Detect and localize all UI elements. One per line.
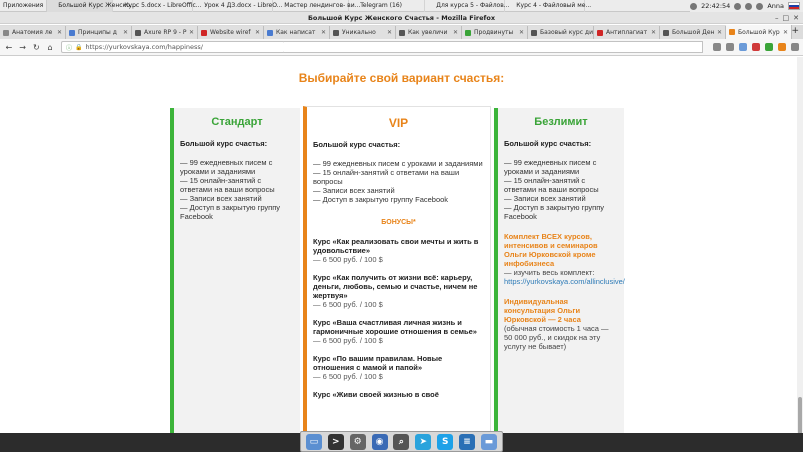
plan-title: VIP — [388, 116, 409, 130]
bundle-link[interactable]: https://yurkovskaya.com/allinclusive/ — [504, 277, 625, 286]
scrollbar-thumb[interactable] — [798, 397, 802, 437]
browser-tab[interactable] — [660, 26, 726, 39]
toolbar-icons — [713, 43, 799, 51]
tab-label: Уникально — [342, 29, 376, 36]
page-content — [0, 57, 803, 433]
plan-card-vip — [303, 106, 491, 446]
minimize-icon[interactable]: – — [775, 14, 779, 22]
browser-icon[interactable]: ◉ — [372, 434, 388, 450]
menu-icon[interactable] — [791, 43, 799, 51]
close-tab-icon[interactable]: ✕ — [518, 29, 524, 36]
pinterest-icon[interactable] — [752, 43, 760, 51]
tab-label: Базовый курс ди — [540, 29, 593, 36]
tab-label: Антиплагиат — [606, 29, 648, 36]
feature-item: — Записи всех занятий — [504, 194, 586, 203]
bonus-title: Курс «Живи своей жизнью в своё — [313, 390, 439, 399]
tab-strip — [0, 25, 803, 39]
home-icon[interactable]: ⌂ — [47, 42, 53, 52]
tab-favicon-icon — [333, 30, 339, 36]
course-name: Большой курс счастья: — [504, 139, 592, 148]
bonus-item — [313, 390, 484, 399]
taskbar-item[interactable] — [113, 0, 202, 12]
plan-title: Безлимит — [534, 116, 588, 128]
tab-label: Как написат — [276, 29, 316, 36]
clock: 22:42:54 — [701, 2, 731, 10]
extension-icon[interactable] — [778, 43, 786, 51]
taskbar-item-label: Для курса 5 - Файлов... — [436, 2, 510, 9]
url-bar-extension[interactable] — [284, 41, 703, 53]
tab-favicon-icon — [597, 30, 603, 36]
firefox-icon — [50, 3, 56, 9]
feature-item: — Записи всех занятий — [180, 194, 262, 203]
feature-item: — 15 онлайн-занятий с ответами на ваши вопросы — [180, 176, 275, 194]
tab-favicon-icon — [465, 30, 471, 36]
terminal-icon[interactable]: > — [328, 434, 344, 450]
folder-icon[interactable]: ▬ — [481, 434, 497, 450]
url-prefix: https:// — [85, 43, 109, 51]
browser-tab[interactable] — [462, 26, 528, 39]
keyboard-layout-flag-icon[interactable] — [788, 2, 800, 10]
tab-label: Website wiref — [210, 29, 251, 36]
taskbar-item-label: Большой Курс Женско... — [58, 2, 136, 9]
browser-tab[interactable] — [132, 26, 198, 39]
window-title: Большой Курс Женского Счастья - Mozilla Firefox — [0, 12, 803, 24]
bluetooth-icon[interactable] — [745, 3, 752, 10]
feature-item: — Доступ в закрытую группу Facebook — [180, 203, 281, 221]
taskbar-item[interactable] — [273, 0, 361, 12]
document-icon — [116, 3, 122, 9]
telegram-icon — [352, 3, 358, 9]
browser-tab-active[interactable] — [726, 25, 792, 39]
taskbar-item[interactable] — [47, 0, 136, 12]
browser-tab[interactable] — [528, 26, 594, 39]
navigation-bar — [0, 39, 803, 56]
course-name: Большой курс счастья: — [313, 140, 401, 149]
system-panel — [0, 0, 803, 12]
browser-tab[interactable] — [264, 26, 330, 39]
extension-icon[interactable] — [739, 43, 747, 51]
close-tab-icon[interactable]: ✕ — [188, 29, 194, 36]
system-tray — [690, 0, 803, 12]
url-text: yurkovskaya.com/happiness/ — [108, 43, 203, 51]
tab-label: Принципы д — [78, 29, 117, 36]
taskbar-item-label: Курс 5.docx - LibreOffic... — [124, 2, 202, 9]
feature-item: — 99 ежедневных писем с уроками и заданиями — [313, 159, 483, 168]
bonus-item — [313, 237, 484, 264]
tab-favicon-icon — [69, 30, 75, 36]
application-dock — [300, 431, 503, 452]
applications-menu[interactable] — [0, 0, 47, 12]
taskbar-item[interactable] — [425, 0, 510, 12]
window-controls — [775, 14, 799, 22]
taskbar-item-label: Мастер лендингов- ви... — [284, 2, 361, 9]
close-tab-icon[interactable]: ✕ — [716, 29, 722, 36]
close-icon[interactable]: ✕ — [793, 14, 799, 22]
browser-tab[interactable] — [0, 26, 66, 39]
browser-tab[interactable] — [396, 26, 462, 39]
browser-tab[interactable] — [330, 26, 396, 39]
tab-label: Продвинуты — [474, 29, 514, 36]
tab-favicon-icon — [201, 30, 207, 36]
tab-label: Как увеличи — [408, 29, 448, 36]
lock-icon: 🔒 — [74, 43, 83, 51]
bonus-price: — 6 500 руб. / 100 $ — [313, 372, 383, 381]
tab-favicon-icon — [531, 30, 537, 36]
tab-label: Axure RP 9 - P — [144, 29, 187, 36]
back-icon[interactable]: ← — [5, 42, 13, 52]
tab-favicon-icon — [399, 30, 405, 36]
sidebar-icon[interactable] — [726, 43, 734, 51]
tab-label: Большой Кур — [738, 28, 780, 36]
plan-card-standard — [170, 108, 300, 448]
bundle-title: Комплект ВСЕХ курсов, интенсивов и семинаров Ольги Юрковской кроме инфобизнеса — [504, 232, 598, 268]
url-bar[interactable] — [61, 41, 285, 53]
tab-favicon-icon — [663, 30, 669, 36]
taskbar-item-label: Урок 4 ДЗ.docx - LibreO... — [204, 2, 283, 9]
tab-favicon-icon — [3, 30, 9, 36]
browser-tab[interactable] — [66, 26, 132, 39]
taskbar-item[interactable] — [349, 0, 425, 12]
skype-icon[interactable]: S — [437, 434, 453, 450]
bonus-price: — 6 500 руб. / 100 $ — [313, 300, 383, 309]
taskbar-item[interactable] — [193, 0, 283, 12]
settings-icon[interactable]: ⚙ — [350, 434, 366, 450]
bonus-title: Курс «Ваша счастливая личная жизнь и гармоничные хорошие отношения в семье» — [313, 318, 477, 336]
feature-item: — 99 ежедневных писем с уроками и заданиями — [180, 158, 273, 176]
feature-item: — 15 онлайн-занятий с ответами на ваши вопросы — [504, 176, 599, 194]
close-tab-icon[interactable]: ✕ — [320, 29, 326, 36]
close-tab-icon[interactable]: ✕ — [452, 29, 458, 36]
close-tab-icon[interactable]: ✕ — [56, 29, 62, 36]
page-title: Выбирайте свой вариант счастья: — [298, 71, 505, 85]
user-name[interactable]: Anna — [767, 2, 784, 10]
feature-item: — 99 ежедневных писем с уроками и заданиями — [504, 158, 597, 176]
bonus-item — [313, 354, 484, 381]
network-icon[interactable] — [734, 3, 741, 10]
taskbar-item-label: Курс 4 - Файловый ме... — [516, 2, 592, 9]
browser-tab[interactable] — [198, 26, 264, 39]
applications-menu-label: Приложения — [3, 2, 44, 9]
taskbar-item[interactable] — [505, 0, 592, 12]
tab-label: Большой Ден — [672, 29, 715, 36]
close-tab-icon[interactable]: ✕ — [122, 29, 128, 36]
bonus-price: — 6 500 руб. / 100 $ — [313, 255, 383, 264]
volume-icon[interactable] — [690, 3, 697, 10]
bonus-title: Курс «По вашим правилам. Новые отношения с мамой и папой» — [313, 354, 443, 372]
close-tab-icon[interactable]: ✕ — [650, 29, 656, 36]
tab-favicon-icon — [729, 29, 735, 35]
battery-icon[interactable] — [756, 3, 763, 10]
bonus-item — [313, 273, 484, 309]
plan-title: Стандарт — [211, 116, 263, 128]
document-icon — [276, 3, 282, 9]
taskbar-item-label: Telegram (16) — [360, 2, 402, 9]
extension-icon[interactable] — [765, 43, 773, 51]
browser-tab[interactable] — [594, 26, 660, 39]
bonus-title: Курс «Как получить от жизни всё: карьеру, деньги, любовь, семью и счастье, ничем не жертвуя» — [313, 273, 478, 300]
folder-icon — [428, 3, 434, 9]
consultation-note: (обычная стоимость 1 часа — 50 000 руб., и скидок на эту услугу не бывает) — [504, 324, 609, 351]
bonus-heading: БОНУСЫ* — [381, 219, 416, 226]
search-icon[interactable]: ⌕ — [393, 434, 409, 450]
tab-favicon-icon — [267, 30, 273, 36]
document-icon[interactable]: ≡ — [459, 434, 475, 450]
consultation-title: Индивидуальная консультация Ольги Юрковской — 2 часа — [504, 297, 581, 324]
maximize-icon[interactable]: □ — [782, 14, 790, 22]
feature-item: — Доступ в закрытую группу Facebook — [313, 195, 449, 204]
info-icon[interactable]: ⓘ — [65, 44, 72, 52]
telegram-icon[interactable]: ➤ — [415, 434, 431, 450]
reload-icon[interactable]: ↻ — [32, 42, 40, 52]
feature-item: — 15 онлайн-занятий с ответами на ваши вопросы — [313, 168, 460, 186]
tab-favicon-icon — [135, 30, 141, 36]
forward-icon[interactable]: → — [19, 42, 26, 52]
close-tab-icon[interactable]: ✕ — [254, 29, 260, 36]
close-tab-icon[interactable]: ✕ — [386, 29, 392, 36]
library-icon[interactable] — [713, 43, 721, 51]
folder-icon — [508, 3, 514, 9]
feature-item: — Доступ в закрытую группу Facebook — [504, 203, 605, 221]
feature-item: — Записи всех занятий — [313, 186, 395, 195]
course-name: Большой курс счастья: — [180, 139, 268, 148]
plan-card-unlimited — [494, 108, 624, 448]
bonus-item — [313, 318, 484, 345]
tab-label: Анатомия ле — [12, 29, 53, 36]
close-tab-icon[interactable]: ✕ — [782, 28, 788, 36]
bonus-price: — 6 500 руб. / 100 $ — [313, 336, 383, 345]
bonus-title: Курс «Как реализовать свои мечты и жить в удовольствие» — [313, 237, 479, 255]
page-scrollbar[interactable] — [797, 57, 803, 433]
bundle-note: — изучить весь комплект: — [504, 268, 595, 277]
new-tab-icon[interactable]: + — [791, 26, 799, 36]
files-icon[interactable]: ▭ — [306, 434, 322, 450]
document-icon — [196, 3, 202, 9]
